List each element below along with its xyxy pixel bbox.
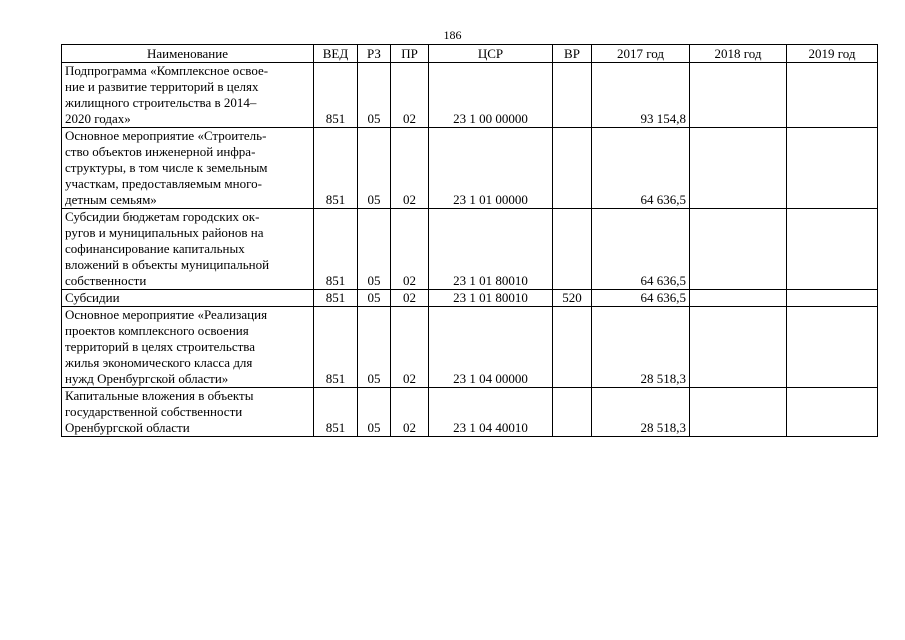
- header-rz: РЗ: [358, 45, 391, 63]
- name-line: Субсидии бюджетам городских ок-: [65, 209, 260, 224]
- cell-rz: 05: [358, 63, 391, 128]
- cell-csr: 23 1 00 00000: [429, 63, 553, 128]
- page-number: 186: [443, 28, 462, 42]
- name-line: Основное мероприятие «Строитель-: [65, 128, 267, 143]
- table-row: [62, 128, 878, 209]
- cell-2017: 64 636,5: [592, 290, 690, 307]
- name-line: собственности: [65, 273, 147, 288]
- name-line: ние и развитие территорий в целях: [65, 79, 259, 94]
- cell-rz: 05: [358, 307, 391, 388]
- header-2019: 2019 год: [787, 45, 878, 63]
- cell-vr: 520: [553, 290, 592, 307]
- name-line: Основное мероприятие «Реализация: [65, 307, 268, 322]
- cell-name: [62, 307, 314, 388]
- cell-rz: 05: [358, 290, 391, 307]
- cell-2017: 28 518,3: [592, 388, 690, 437]
- cell-2017: 64 636,5: [592, 209, 690, 290]
- cell-2017: 64 636,5: [592, 128, 690, 209]
- name-line: структуры, в том числе к земельным: [65, 160, 268, 175]
- cell-ved: 851: [314, 307, 358, 388]
- cell-csr: 23 1 04 40010: [429, 388, 553, 437]
- table-row: [62, 209, 878, 290]
- cell-2019: [787, 63, 878, 128]
- name-line: нужд Оренбургской области»: [65, 371, 229, 386]
- name-line: вложений в объекты муниципальной: [65, 257, 270, 272]
- cell-rz: 05: [358, 209, 391, 290]
- cell-2017: 28 518,3: [592, 307, 690, 388]
- table-row: [62, 63, 878, 128]
- name-line: софинансирование капитальных: [65, 241, 245, 256]
- name-line: Оренбургской области: [65, 420, 190, 435]
- cell-ved: 851: [314, 388, 358, 437]
- name-line: жилищного строительства в 2014–: [65, 95, 257, 110]
- name-line: Подпрограмма «Комплексное освое-: [65, 63, 269, 78]
- cell-name: [62, 63, 314, 128]
- table-header-row: [62, 45, 878, 63]
- name-line: Субсидии: [65, 290, 120, 305]
- cell-rz: 05: [358, 388, 391, 437]
- cell-pr: 02: [391, 209, 429, 290]
- cell-2018: [690, 128, 787, 209]
- cell-csr: 23 1 04 00000: [429, 307, 553, 388]
- header-csr: ЦСР: [429, 45, 553, 63]
- cell-pr: 02: [391, 388, 429, 437]
- cell-vr: [553, 128, 592, 209]
- cell-2019: [787, 290, 878, 307]
- cell-2018: [690, 388, 787, 437]
- name-line: территорий в целях строительства: [65, 339, 256, 354]
- cell-2018: [690, 209, 787, 290]
- cell-vr: [553, 209, 592, 290]
- cell-vr: [553, 388, 592, 437]
- table-body: [62, 63, 878, 437]
- name-line: жилья экономического класса для: [65, 355, 253, 370]
- cell-name: [62, 388, 314, 437]
- cell-ved: 851: [314, 63, 358, 128]
- cell-2019: [787, 209, 878, 290]
- table-row: [62, 290, 878, 307]
- cell-2019: [787, 388, 878, 437]
- table-row: [62, 388, 878, 437]
- cell-csr: 23 1 01 80010: [429, 209, 553, 290]
- cell-ved: 851: [314, 209, 358, 290]
- name-line: 2020 годах»: [65, 111, 131, 126]
- cell-pr: 02: [391, 290, 429, 307]
- cell-2018: [690, 63, 787, 128]
- cell-2019: [787, 128, 878, 209]
- cell-pr: 02: [391, 128, 429, 209]
- cell-2017: 93 154,8: [592, 63, 690, 128]
- cell-pr: 02: [391, 307, 429, 388]
- cell-2018: [690, 290, 787, 307]
- name-line: проектов комплексного освоения: [65, 323, 249, 338]
- header-2018: 2018 год: [690, 45, 787, 63]
- header-pr: ПР: [391, 45, 429, 63]
- cell-vr: [553, 307, 592, 388]
- header-ved: ВЕД: [314, 45, 358, 63]
- cell-vr: [553, 63, 592, 128]
- name-line: участкам, предоставляемым много-: [65, 176, 262, 191]
- budget-table: [61, 44, 878, 437]
- cell-name: [62, 209, 314, 290]
- cell-name: [62, 290, 314, 307]
- cell-2018: [690, 307, 787, 388]
- header-vr: ВР: [553, 45, 592, 63]
- cell-pr: 02: [391, 63, 429, 128]
- name-line: ство объектов инженерной инфра-: [65, 144, 256, 159]
- cell-rz: 05: [358, 128, 391, 209]
- name-line: детным семьям»: [65, 192, 157, 207]
- header-name: Наименование: [62, 45, 314, 63]
- cell-name: [62, 128, 314, 209]
- header-2017: 2017 год: [592, 45, 690, 63]
- name-line: государственной собственности: [65, 404, 243, 419]
- cell-2019: [787, 307, 878, 388]
- cell-ved: 851: [314, 128, 358, 209]
- cell-ved: 851: [314, 290, 358, 307]
- name-line: Капитальные вложения в объекты: [65, 388, 254, 403]
- table-row: [62, 307, 878, 388]
- cell-csr: 23 1 01 80010: [429, 290, 553, 307]
- name-line: ругов и муниципальных районов на: [65, 225, 264, 240]
- cell-csr: 23 1 01 00000: [429, 128, 553, 209]
